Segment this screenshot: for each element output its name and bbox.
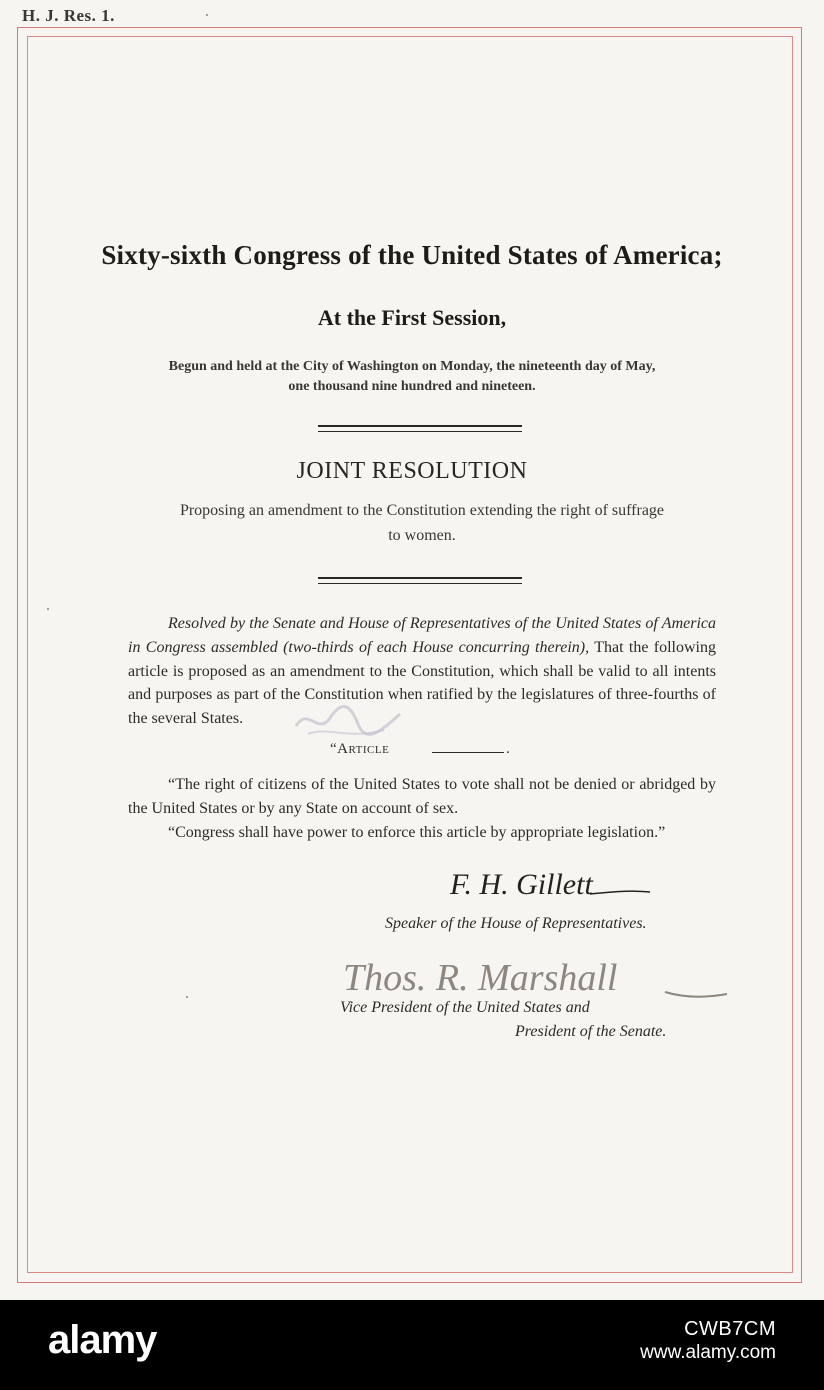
article-paragraph-2: “Congress shall have power to enforce this article by appropriate legislation.”	[168, 824, 666, 841]
speaker-title: Speaker of the House of Representatives.	[385, 915, 647, 932]
purpose-line-1: Proposing an amendment to the Constitution extending the right of suffrage	[179, 502, 665, 519]
begun-statement	[120, 357, 704, 397]
resolved-italic-2: (two-thirds of each House concurring therein),	[283, 638, 590, 656]
divider-rule-top	[318, 425, 522, 432]
article-period: .	[506, 741, 510, 757]
vp-title-line-2: President of the Senate.	[515, 1023, 667, 1040]
article-text	[128, 773, 716, 845]
vp-signature-text: Thos. R. Marshall	[343, 957, 618, 999]
image-code: CWB7CM	[684, 1318, 776, 1340]
divider-rule-bottom	[318, 577, 522, 584]
paper-speck	[206, 14, 208, 16]
stock-url: www.alamy.com	[640, 1342, 776, 1363]
resolving-clause	[128, 612, 716, 731]
begun-line-1: Begun and held at the City of Washington on Monday, the nineteenth day of May,	[168, 359, 656, 374]
congress-title: Sixty-sixth Congress of the United States of America;	[101, 240, 723, 270]
speaker-signature	[440, 862, 660, 908]
article-number-blank	[432, 752, 504, 753]
paper-speck	[186, 996, 188, 998]
session-heading: At the First Session,	[317, 305, 507, 330]
stock-image-info	[640, 1317, 776, 1365]
speaker-signature-text: F. H. Gillett	[450, 868, 593, 901]
vp-title-line-1: Vice President of the United States and	[340, 999, 590, 1016]
article-heading: “Article	[330, 741, 390, 757]
purpose-line-2: to women.	[388, 527, 456, 544]
joint-resolution-heading: JOINT RESOLUTION	[296, 458, 528, 484]
begun-line-2: one thousand nine hundred and nineteen.	[288, 379, 536, 394]
alamy-logo: alamy	[48, 1318, 157, 1362]
resolved-italic-1: Resolved by the Senate and House of Representatives of the United States of America in Congress assembled	[128, 615, 716, 656]
resolution-number: H. J. Res. 1.	[22, 6, 115, 25]
article-paragraph-1: “The right of citizens of the United States to vote shall not be denied or abridged by the United States or by any State on account of sex.	[128, 776, 716, 817]
paper-speck	[47, 608, 49, 610]
purpose-statement	[125, 498, 719, 548]
resolved-body: That the following article is proposed as an amendment to the Constitution, which shall be valid to all intents and purposes as part of the Constitution when ratified by the legislatures of three-fourths of the several States.	[128, 638, 717, 728]
